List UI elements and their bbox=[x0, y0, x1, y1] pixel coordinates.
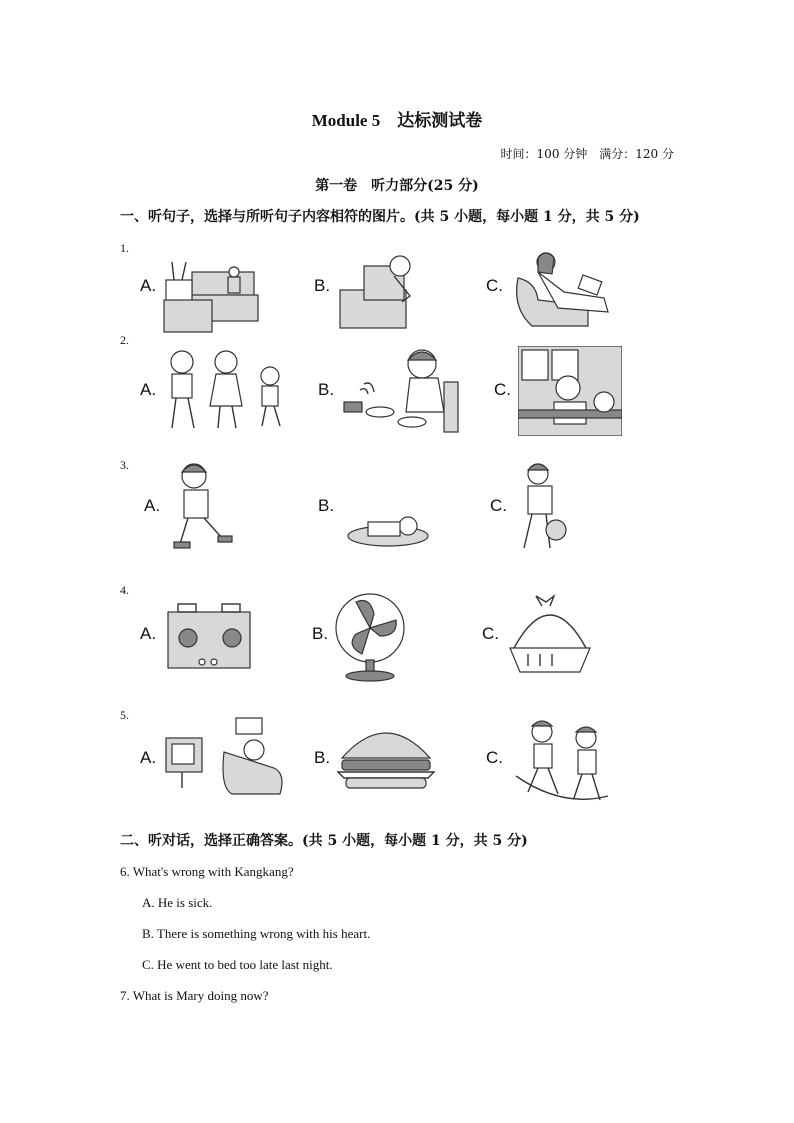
q4c-basket-image bbox=[506, 592, 594, 678]
q6-text: 6. What's wrong with Kangkang? bbox=[120, 864, 294, 879]
q5a-girl-watching-tv-image bbox=[162, 716, 286, 798]
q2-option-a: A. bbox=[140, 380, 157, 399]
q3-option-c: C. bbox=[490, 496, 507, 515]
q3a-boy-skating-image bbox=[172, 462, 242, 556]
q4-number: 4. bbox=[120, 583, 129, 597]
q1c-woman-reading-in-chair-image bbox=[508, 248, 616, 330]
section1-heading: 一、听句子，选择与所听句子内容相符的图片。(共 5 小题，每小题 1 分，共 5 分) bbox=[120, 209, 640, 225]
q2c-boy-studying-at-desk-image bbox=[518, 346, 622, 436]
q2a-three-children-exercising-image bbox=[162, 346, 292, 432]
q4-option-a: A. bbox=[140, 624, 157, 643]
part-title: 第一卷 听力部分(25 分) bbox=[315, 178, 479, 194]
q2b-boy-eating-with-phone-image bbox=[340, 346, 464, 436]
q1-number: 1. bbox=[120, 241, 129, 255]
q5-option-c: C. bbox=[486, 748, 503, 767]
q1a-boy-watching-tv-image bbox=[162, 250, 260, 334]
section2-heading: 二、听对话，选择正确答案。(共 5 小题，每小题 1 分，共 5 分) bbox=[120, 833, 528, 849]
q6-answer-a: A. He is sick. bbox=[142, 895, 213, 910]
q2-option-b: B. bbox=[318, 380, 335, 399]
q6-answer-b: B. There is something wrong with his heart. bbox=[142, 926, 371, 941]
page-title: Module 5 达标测试卷 bbox=[311, 111, 483, 130]
q7-text: 7. What is Mary doing now? bbox=[120, 988, 269, 1003]
q2-option-c: C. bbox=[494, 380, 511, 399]
q1-option-b: B. bbox=[314, 276, 331, 295]
q5b-hamburger-image bbox=[336, 724, 436, 790]
q4a-gas-stove-image bbox=[166, 600, 252, 672]
q3b-baby-lying-down-image bbox=[346, 510, 432, 550]
q1-option-c: C. bbox=[486, 276, 503, 295]
q6-answer-c: C. He went to bed too late last night. bbox=[142, 957, 333, 972]
time-info: 时间：100 分钟 满分：120 分 bbox=[500, 147, 674, 161]
q4-option-b: B. bbox=[312, 624, 329, 643]
q1-option-a: A. bbox=[140, 276, 157, 295]
q2-number: 2. bbox=[120, 333, 129, 347]
q4-option-c: C. bbox=[482, 624, 499, 643]
q5-option-a: A. bbox=[140, 748, 157, 767]
q3-option-b: B. bbox=[318, 496, 335, 515]
q5-option-b: B. bbox=[314, 748, 331, 767]
q3-option-a: A. bbox=[144, 496, 161, 515]
q4b-electric-fan-image bbox=[334, 590, 408, 682]
q5-number: 5. bbox=[120, 708, 129, 722]
q3c-boy-playing-basketball-image bbox=[516, 462, 574, 554]
q5c-two-girls-running-image bbox=[514, 716, 610, 806]
q1b-grandma-in-armchair-image bbox=[336, 252, 414, 330]
q3-number: 3. bbox=[120, 458, 129, 472]
